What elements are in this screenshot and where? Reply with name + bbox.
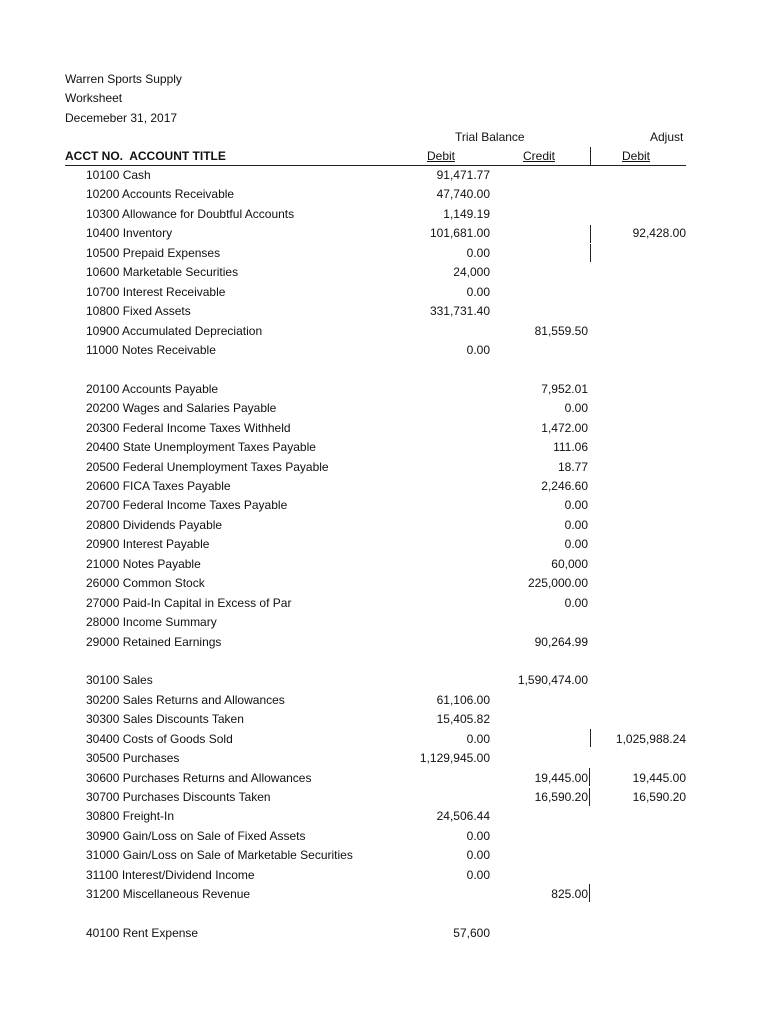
account-title: 30200 Sales Returns and Allowances [86, 692, 285, 707]
account-title: 31000 Gain/Loss on Sale of Marketable Securities [86, 848, 353, 863]
credit-cell: 111.06 [553, 440, 588, 455]
account-title: 20100 Accounts Payable [86, 381, 219, 396]
debit-cell: 47,740.00 [436, 187, 490, 202]
account-title: 10900 Accumulated Depreciation [86, 323, 263, 338]
table-row [0, 166, 768, 185]
adjust-debit-cell: 19,445.00 [632, 770, 686, 785]
debit-cell: 0.00 [466, 245, 490, 260]
credit-cell: 81,559.50 [534, 323, 588, 338]
debit-cell: 57,600 [453, 926, 490, 941]
table-row [0, 322, 768, 341]
debit-cell: 24,506.44 [436, 809, 490, 824]
account-column-header: ACCT NO. ACCOUNT TITLE [65, 149, 226, 163]
account-title: 10200 Accounts Receivable [86, 187, 235, 202]
debit-cell: 0.00 [466, 731, 490, 746]
table-row [0, 788, 768, 807]
table-row [0, 302, 768, 321]
debit-cell: 101,681.00 [429, 226, 490, 241]
account-title: 20700 Federal Income Taxes Payable [86, 498, 288, 513]
credit-cell: 0.00 [564, 401, 588, 416]
credit-cell: 90,264.99 [534, 634, 588, 649]
debit-cell: 0.00 [466, 284, 490, 299]
adjust-debit-cell: 92,428.00 [632, 226, 686, 241]
table-row [0, 671, 768, 690]
account-title: 10600 Marketable Securities [86, 265, 239, 280]
table-row [0, 749, 768, 768]
account-title: 30500 Purchases [86, 751, 180, 766]
debit-cell: 15,405.82 [436, 712, 490, 727]
table-row [0, 283, 768, 302]
account-title: 30100 Sales [86, 673, 153, 688]
account-title: 30900 Gain/Loss on Sale of Fixed Assets [86, 828, 306, 843]
debit-cell: 0.00 [466, 342, 490, 357]
table-row [0, 769, 768, 788]
account-title: 30800 Freight-In [86, 809, 175, 824]
account-title: 20600 FICA Taxes Payable [86, 479, 231, 493]
account-title: 10500 Prepaid Expenses [86, 245, 221, 260]
account-rows [0, 166, 768, 944]
trial-balance-group-header: Trial Balance [455, 130, 525, 144]
table-row [0, 458, 768, 477]
account-title: 30300 Sales Discounts Taken [86, 712, 244, 727]
account-title: 20900 Interest Payable [86, 537, 210, 552]
table-row [0, 380, 768, 399]
table-row [0, 613, 768, 632]
table-row [0, 244, 768, 263]
account-title: 10700 Interest Receivable [86, 284, 226, 299]
account-title: 20200 Wages and Salaries Payable [86, 401, 277, 416]
table-row [0, 224, 768, 243]
spacer-row [0, 360, 768, 379]
cell-divider [590, 244, 591, 262]
credit-cell: 16,590.20 [534, 790, 588, 804]
debit-cell: 0.00 [466, 867, 490, 882]
account-title: 10400 Inventory [86, 226, 173, 241]
account-title: 20500 Federal Unemployment Taxes Payable [86, 459, 329, 474]
credit-cell: 825.00 [551, 887, 588, 902]
account-title: 10100 Cash [86, 168, 151, 182]
table-row [0, 633, 768, 652]
table-row [0, 438, 768, 457]
credit-cell: 2,246.60 [541, 479, 588, 493]
table-row [0, 710, 768, 729]
credit-cell: 18.77 [557, 459, 588, 474]
table-row [0, 846, 768, 865]
account-title: 20300 Federal Income Taxes Withheld [86, 420, 291, 435]
credit-cell: 19,445.00 [534, 770, 588, 785]
table-row [0, 574, 768, 593]
table-row [0, 730, 768, 749]
table-row [0, 263, 768, 282]
table-row [0, 924, 768, 943]
account-title: 40100 Rent Expense [86, 926, 199, 941]
cell-divider [589, 788, 590, 806]
debit-cell: 331,731.40 [429, 304, 490, 319]
adjust-debit-column-header: Debit [622, 149, 651, 163]
account-title: 31100 Interest/Dividend Income [86, 867, 255, 882]
cell-divider [589, 768, 590, 786]
credit-cell: 0.00 [564, 517, 588, 532]
account-title: 28000 Income Summary [86, 615, 217, 630]
debit-cell: 0.00 [466, 848, 490, 863]
table-row [0, 691, 768, 710]
adjustments-group-header: Adjust [650, 130, 684, 144]
debit-cell: 1,149.19 [443, 206, 490, 221]
credit-column-header: Credit [523, 149, 556, 163]
column-divider [590, 147, 591, 165]
credit-cell: 0.00 [564, 498, 588, 513]
table-row [0, 185, 768, 204]
company-name: Warren Sports Supply [65, 72, 182, 86]
table-row [0, 866, 768, 885]
credit-cell: 225,000.00 [527, 576, 588, 591]
spacer-row [0, 652, 768, 671]
table-row [0, 477, 768, 496]
adjust-debit-cell: 1,025,988.24 [615, 731, 686, 746]
table-row [0, 419, 768, 438]
credit-cell: 1,590,474.00 [517, 673, 588, 688]
account-title: 21000 Notes Payable [86, 556, 201, 571]
table-row [0, 205, 768, 224]
table-row [0, 399, 768, 418]
document-date: Decemeber 31, 2017 [65, 111, 178, 125]
table-row [0, 496, 768, 515]
cell-divider [589, 884, 590, 902]
document-title: Worksheet [65, 91, 123, 105]
table-row [0, 555, 768, 574]
credit-cell: 1,472.00 [541, 420, 588, 435]
debit-cell: 1,129,945.00 [419, 751, 490, 766]
table-row [0, 535, 768, 554]
credit-cell: 7,952.01 [541, 381, 588, 396]
table-row [0, 516, 768, 535]
debit-column-header: Debit [427, 149, 456, 163]
credit-cell: 0.00 [564, 537, 588, 552]
table-row [0, 827, 768, 846]
account-title: 10300 Allowance for Doubtful Accounts [86, 206, 295, 221]
account-title: 29000 Retained Earnings [86, 634, 222, 649]
debit-cell: 24,000 [453, 265, 490, 280]
table-row [0, 341, 768, 360]
account-title: 26000 Common Stock [86, 576, 205, 591]
adjust-debit-cell: 16,590.20 [632, 790, 686, 804]
account-title: 10800 Fixed Assets [86, 304, 191, 319]
table-row [0, 885, 768, 904]
credit-cell: 0.00 [564, 595, 588, 610]
cell-divider [590, 225, 591, 243]
account-title: 11000 Notes Receivable [86, 342, 216, 357]
account-title: 20400 State Unemployment Taxes Payable [86, 440, 316, 455]
table-row [0, 807, 768, 826]
account-title: 30400 Costs of Goods Sold [86, 731, 233, 746]
account-title: 30700 Purchases Discounts Taken [86, 790, 271, 804]
debit-cell: 91,471.77 [436, 168, 490, 182]
spacer-row [0, 905, 768, 924]
table-row [0, 594, 768, 613]
account-title: 27000 Paid-In Capital in Excess of Par [86, 595, 292, 610]
credit-cell: 60,000 [551, 556, 588, 571]
debit-cell: 61,106.00 [436, 692, 490, 707]
account-title: 20800 Dividends Payable [86, 517, 223, 532]
debit-cell: 0.00 [466, 828, 490, 843]
cell-divider [590, 729, 591, 747]
account-title: 31200 Miscellaneous Revenue [86, 887, 251, 902]
account-title: 30600 Purchases Returns and Allowances [86, 770, 312, 785]
